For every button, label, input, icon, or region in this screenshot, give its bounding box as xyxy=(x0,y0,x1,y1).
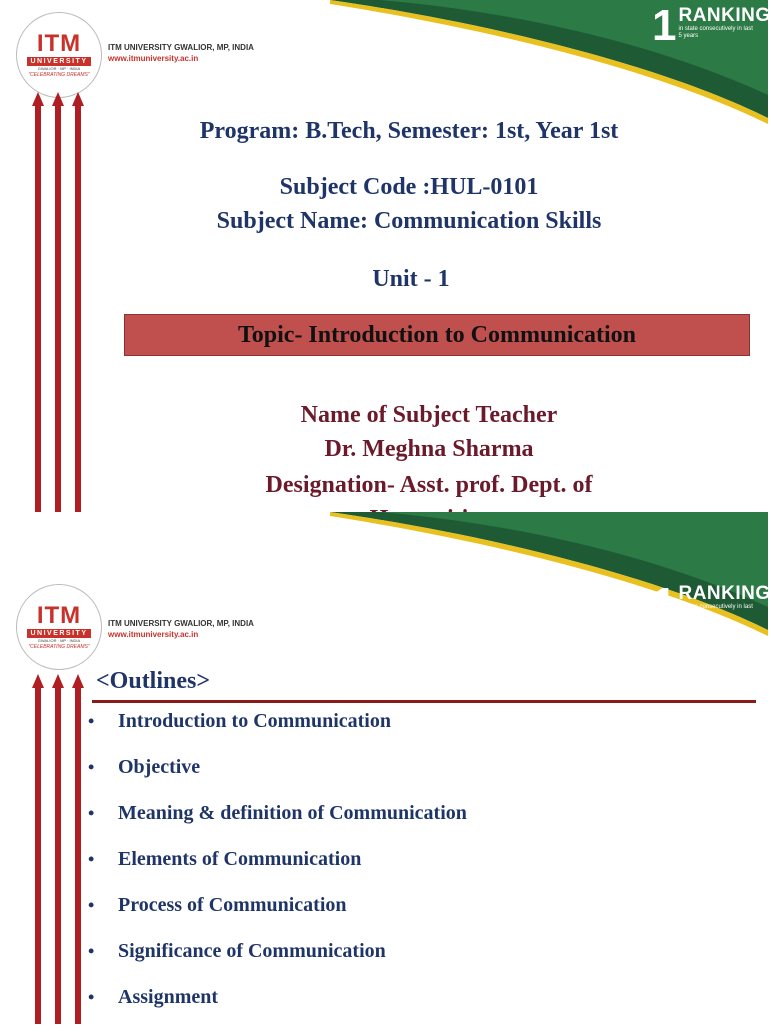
bullet-icon: • xyxy=(88,711,95,731)
outlines-underline xyxy=(92,700,756,703)
logo-motto-text: "CELEBRATING DREAMS" xyxy=(28,72,90,78)
subject-code-line: Subject Code :HUL-0101 xyxy=(279,174,539,200)
teacher-name: Dr. Meghna Sharma xyxy=(324,436,534,462)
logo-itm-text: ITM xyxy=(36,30,82,57)
ranking-subtext-2: 5 years xyxy=(678,33,699,39)
outlines-title: <Outlines> xyxy=(96,668,211,694)
subject-name-line: Subject Name: Communication Skills xyxy=(216,208,602,234)
bullet-icon: • xyxy=(88,941,95,961)
ranking-subtext-1: in state consecutively in last xyxy=(678,26,753,32)
bullet-icon: • xyxy=(88,987,95,1007)
logo-location-text: GWALIOR · MP · INDIA xyxy=(37,638,81,643)
bullet-icon: • xyxy=(88,757,95,777)
university-info xyxy=(108,618,254,640)
university-name: ITM UNIVERSITY GWALIOR, MP, INDIA xyxy=(108,619,254,628)
ranking-number: 1 xyxy=(652,1,677,50)
list-item xyxy=(88,756,467,802)
outline-item-text: Introduction to Communication xyxy=(118,710,391,732)
unit-line: Unit - 1 xyxy=(372,266,450,292)
logo-university-text: UNIVERSITY xyxy=(27,629,90,638)
ranking-number: 1 xyxy=(652,579,677,628)
list-item xyxy=(88,802,467,848)
logo-location-text: GWALIOR · MP · INDIA xyxy=(37,66,81,71)
list-item xyxy=(88,848,467,894)
ranking-word: RANKING xyxy=(678,5,771,26)
bullet-icon: • xyxy=(88,895,95,915)
decorative-arrows-icon xyxy=(28,674,88,1024)
logo-motto-text: "CELEBRATING DREAMS" xyxy=(28,644,90,650)
teacher-label: Name of Subject Teacher xyxy=(300,402,558,428)
ranking-badge xyxy=(652,579,771,628)
list-item xyxy=(88,894,467,940)
bullet-icon: • xyxy=(88,803,95,823)
designation-line-1: Designation- Asst. prof. Dept. of xyxy=(265,472,593,498)
university-website: www.itmuniversity.ac.in xyxy=(108,54,199,63)
ranking-subtext-1: in state consecutively in last xyxy=(678,604,753,610)
logo-itm-text: ITM xyxy=(36,602,82,629)
list-item xyxy=(88,710,467,756)
ranking-word: RANKING xyxy=(678,583,771,604)
topic-banner xyxy=(124,314,750,356)
itm-logo xyxy=(16,584,102,670)
logo-university-text: UNIVERSITY xyxy=(27,57,90,66)
ranking-badge xyxy=(652,1,771,50)
outline-item-text: Process of Communication xyxy=(118,894,347,916)
outline-item-text: Assignment xyxy=(118,986,219,1008)
bullet-icon: • xyxy=(88,849,95,869)
outline-item-text: Elements of Communication xyxy=(118,848,362,870)
university-info xyxy=(108,42,254,64)
program-line: Program: B.Tech, Semester: 1st, Year 1st xyxy=(199,118,619,144)
itm-logo xyxy=(16,12,102,98)
slide-1 xyxy=(0,0,771,512)
topic-text: Topic- Introduction to Communication xyxy=(237,321,637,348)
outline-item-text: Objective xyxy=(118,756,201,778)
outline-item-text: Meaning & definition of Communication xyxy=(118,802,467,824)
list-item xyxy=(88,940,467,986)
ranking-subtext-2: 5 years xyxy=(678,611,699,617)
university-website: www.itmuniversity.ac.in xyxy=(108,630,199,639)
outline-item-text: Significance of Communication xyxy=(118,940,386,962)
list-item xyxy=(88,986,467,1032)
slide-2 xyxy=(0,512,771,1024)
university-name: ITM UNIVERSITY GWALIOR, MP, INDIA xyxy=(108,43,254,52)
outline-list xyxy=(88,710,467,1032)
